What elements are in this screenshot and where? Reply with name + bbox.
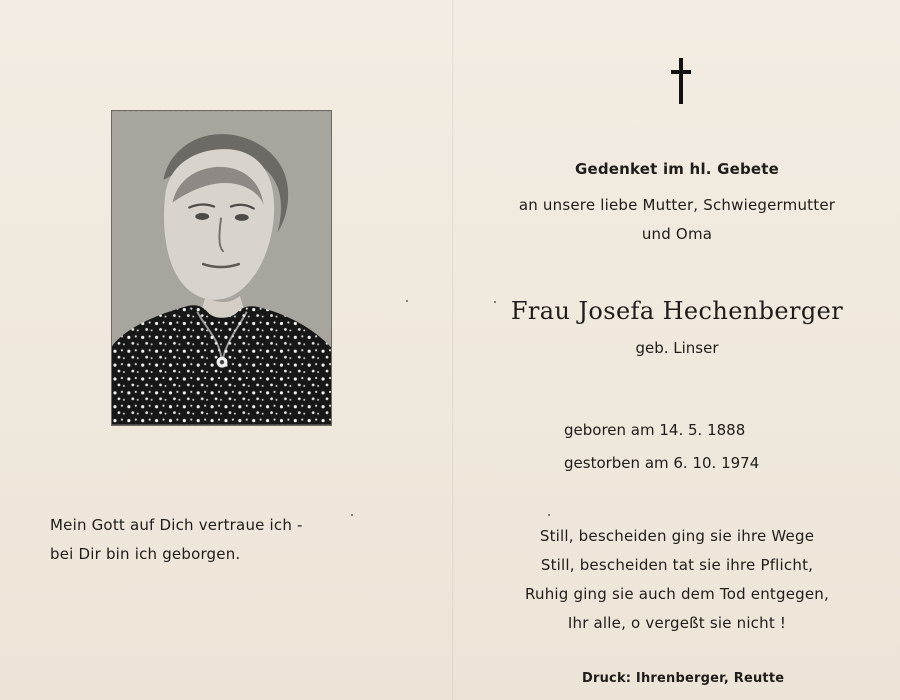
portrait-illustration — [112, 111, 331, 425]
paper-speck-3 — [494, 301, 496, 303]
poem-line-2: Still, bescheiden tat sie ihre Pflicht, — [540, 556, 814, 574]
left-verse-line-2: bei Dir bin ich geborgen. — [50, 545, 241, 563]
life-dates — [564, 414, 804, 480]
cross-icon — [671, 58, 691, 104]
memorial-poem — [454, 522, 900, 638]
death-date: gestorben am 6. 10. 1974 — [564, 454, 760, 472]
dedication-line-1: an unsere liebe Mutter, Schwiegermutter — [518, 196, 836, 214]
deceased-name: Frau Josefa Hechenberger — [510, 297, 844, 325]
maiden-name: geb. Linser — [635, 339, 719, 357]
memorial-heading: Gedenket im hl. Gebete — [574, 160, 780, 178]
portrait-photo — [111, 110, 332, 426]
paper-speck-1 — [406, 300, 408, 302]
paper-speck-4 — [548, 514, 550, 516]
paper-speck-2 — [351, 514, 353, 516]
birth-date: geboren am 14. 5. 1888 — [564, 421, 746, 439]
poem-line-3: Ruhig ging sie auch dem Tod entgegen, — [525, 585, 829, 603]
printer-credit: Druck: Ihrenberger, Reutte — [582, 671, 785, 686]
left-verse-line-1: Mein Gott auf Dich vertraue ich - — [50, 516, 303, 534]
left-verse — [50, 511, 380, 569]
right-panel — [454, 0, 900, 700]
poem-line-4: Ihr alle, o vergeßt sie nicht ! — [567, 614, 787, 632]
dedication-line-2: und Oma — [641, 225, 713, 243]
poem-line-1: Still, bescheiden ging sie ihre Wege — [539, 527, 815, 545]
